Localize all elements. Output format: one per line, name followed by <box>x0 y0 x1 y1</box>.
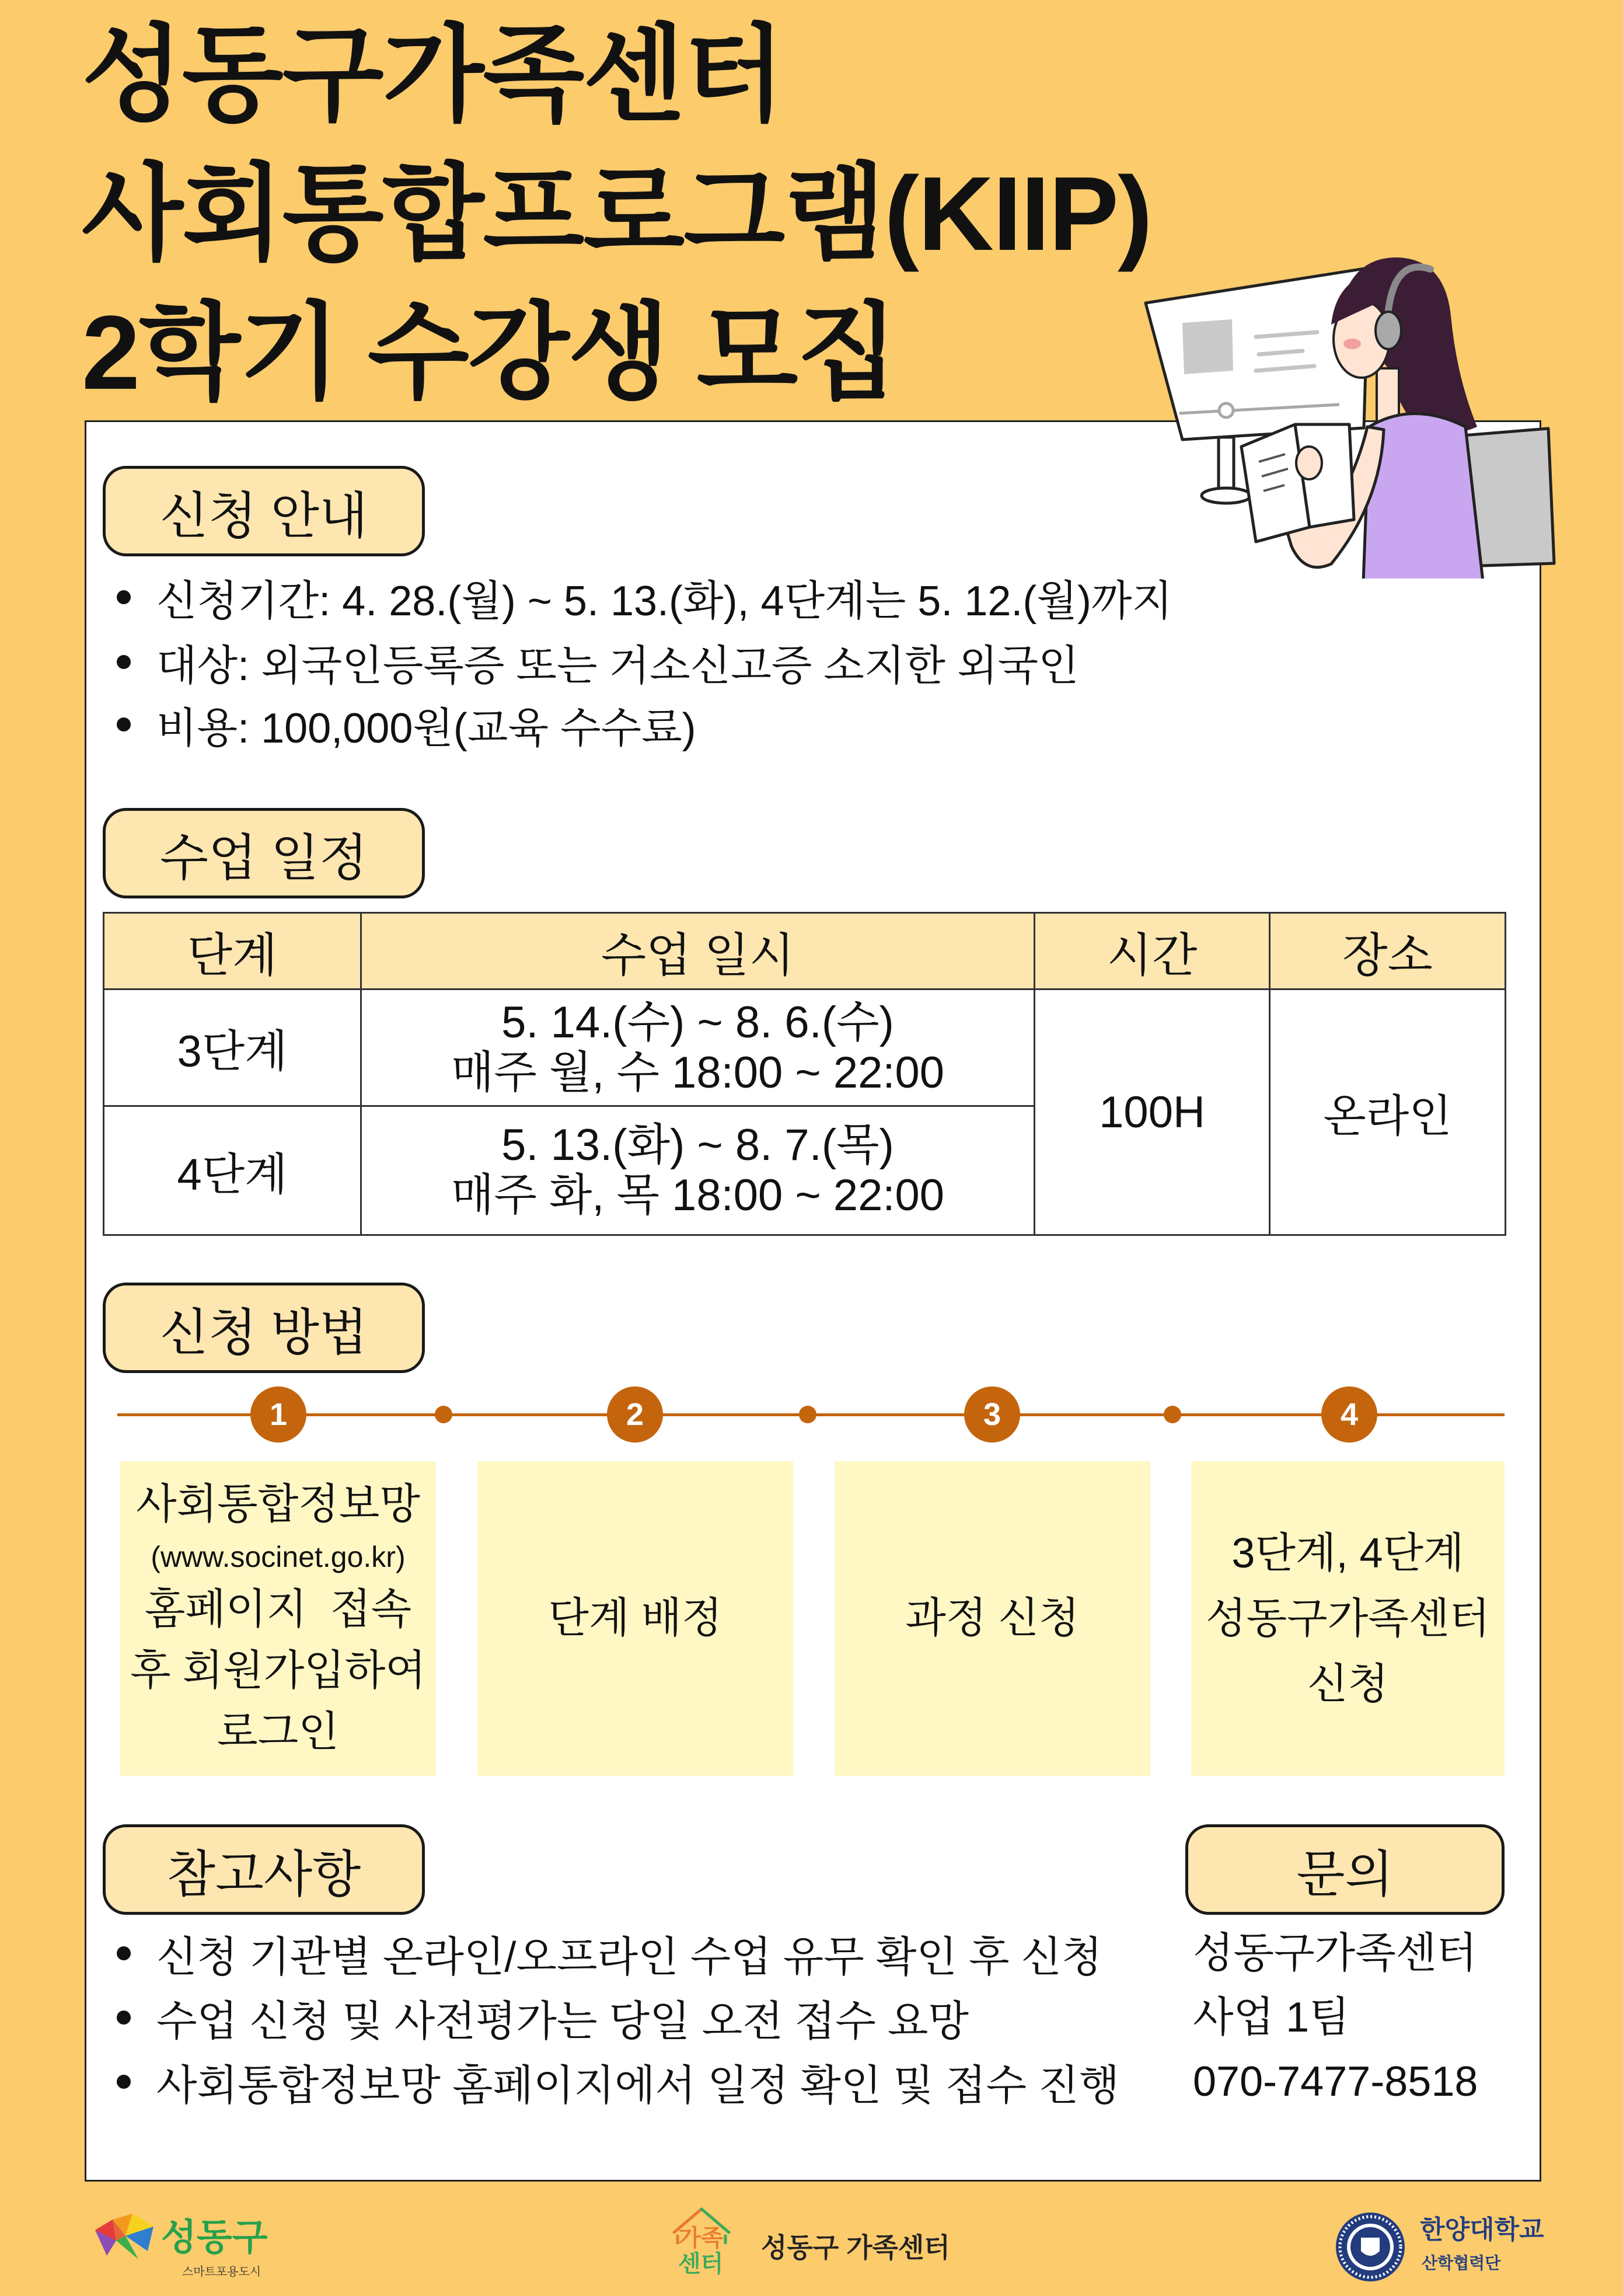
apply-info-item <box>117 636 1079 688</box>
stage-cell: 3단계 <box>104 990 361 1106</box>
weekly-time-text: 매주 월, 수 18:00 ~ 22:00 <box>451 1047 945 1098</box>
section-label-text: 참고사항 <box>166 1846 361 1903</box>
title-line-3: 2학기 수강생 모집 <box>82 294 898 412</box>
timeline-dot <box>435 1406 452 1423</box>
note-item <box>117 2055 1119 2108</box>
step-number-3: 3 <box>964 1386 1020 1443</box>
contact-phone: 070-7477-8518 <box>1193 2058 1478 2105</box>
timeline-dot <box>1164 1406 1181 1423</box>
schedule-table <box>103 912 1506 1236</box>
note-text: 신청 기관별 온라인/오프라인 수업 유무 확인 후 신청 <box>156 1934 1102 1981</box>
hanyang-seal-icon <box>1335 2211 1406 2283</box>
datetime-cell <box>361 1106 1035 1235</box>
note-item <box>117 1927 1102 1980</box>
step-box-2 <box>477 1461 793 1776</box>
note-text: 수업 신청 및 사전평가는 당일 오전 접수 요망 <box>156 1998 969 2045</box>
apply-info-item <box>117 698 696 751</box>
apply-info-item <box>117 571 1172 623</box>
period-text: 5. 14.(수) ~ 8. 6.(수) <box>501 997 894 1047</box>
title-line-1: 성동구가족센터 <box>82 16 784 134</box>
stage-cell: 4단계 <box>104 1106 361 1235</box>
family-center-name: 성동구 가족센터 <box>761 2232 950 2263</box>
section-label-text: 신청 방법 <box>159 1304 368 1361</box>
header-hours: 시간 <box>1035 913 1270 990</box>
cost-text: 비용: 100,000원(교육 수수료) <box>156 705 696 752</box>
bullet-dot <box>117 655 131 669</box>
section-label-text: 문의 <box>1296 1846 1394 1903</box>
hanyang-subtitle: 산학협력단 <box>1422 2254 1501 2272</box>
step-number-2: 2 <box>607 1386 663 1443</box>
student-illustration <box>1139 252 1565 579</box>
step-text: 홈페이지 접속 <box>144 1586 412 1633</box>
table-row <box>104 990 1506 1106</box>
hanyang-name: 한양대학교 <box>1420 2215 1544 2244</box>
section-label-text: 신청 안내 <box>159 487 368 544</box>
target-text: 대상: 외국인등록증 또는 거소신고증 소지한 외국인 <box>156 643 1079 689</box>
bullet-dot <box>117 2075 131 2089</box>
bullet-dot <box>117 1946 131 1960</box>
hours-cell: 100H <box>1035 990 1270 1235</box>
note-item <box>117 1991 969 2044</box>
step-text: 신청 <box>1307 1660 1389 1708</box>
contact-team: 사업 1팀 <box>1193 1994 1350 2041</box>
apply-period-text: 신청기간: 4. 28.(월) ~ 5. 13.(화), 4단계는 5. 12.(월)까지 <box>156 578 1173 625</box>
step-text: 사회통합정보망 <box>136 1481 420 1528</box>
family-center-logo-top: 가족 <box>678 2225 724 2251</box>
step-box-1 <box>120 1461 436 1776</box>
step-text: 3단계, 4단계 <box>1231 1529 1464 1577</box>
period-text: 5. 13.(화) ~ 8. 7.(목) <box>501 1120 894 1170</box>
datetime-cell <box>361 990 1035 1106</box>
section-label-contact <box>1185 1824 1505 1915</box>
bullet-dot <box>117 2011 131 2025</box>
table-header-row <box>104 913 1506 990</box>
step-text: 후 회원가입하여 <box>130 1647 426 1694</box>
seongdong-logo-text: 성동구 <box>161 2217 268 2258</box>
step-text: 단계 배정 <box>548 1595 723 1642</box>
header-stage: 단계 <box>104 913 361 990</box>
section-label-notes <box>103 1824 425 1915</box>
section-label-text: 수업 일정 <box>159 830 368 886</box>
step-number-4: 4 <box>1321 1386 1377 1443</box>
bullet-dot <box>117 590 131 604</box>
step-text: 과정 신청 <box>905 1595 1080 1642</box>
header-class-datetime: 수업 일시 <box>361 913 1035 990</box>
title-line-2: 사회통합프로그램(KIIP) <box>82 155 1151 273</box>
weekly-time-text: 매주 화, 목 18:00 ~ 22:00 <box>451 1170 945 1220</box>
note-text: 사회통합정보망 홈페이지에서 일정 확인 및 접수 진행 <box>156 2062 1120 2109</box>
family-center-logo <box>671 2206 732 2278</box>
section-label-method <box>103 1283 425 1373</box>
step-number-1: 1 <box>250 1386 306 1443</box>
timeline-dot <box>799 1406 816 1423</box>
step-text: 로그인 <box>217 1709 339 1755</box>
place-cell: 온라인 <box>1270 990 1506 1235</box>
step-text: 성동구가족센터 <box>1206 1595 1490 1642</box>
section-label-apply-info <box>103 466 425 556</box>
step-box-3 <box>835 1461 1150 1776</box>
family-center-logo-bottom: 센터 <box>678 2251 724 2277</box>
step-url-text: (www.socinet.go.kr) <box>151 1541 406 1573</box>
contact-organization: 성동구가족센터 <box>1193 1930 1477 1977</box>
seongdong-slogan: 스마트포용도시 <box>182 2266 261 2278</box>
step-box-4 <box>1191 1461 1505 1776</box>
header-place: 장소 <box>1270 913 1506 990</box>
section-label-schedule <box>103 808 425 898</box>
bullet-dot <box>117 717 131 731</box>
seongdong-logo-icon <box>90 2207 158 2262</box>
